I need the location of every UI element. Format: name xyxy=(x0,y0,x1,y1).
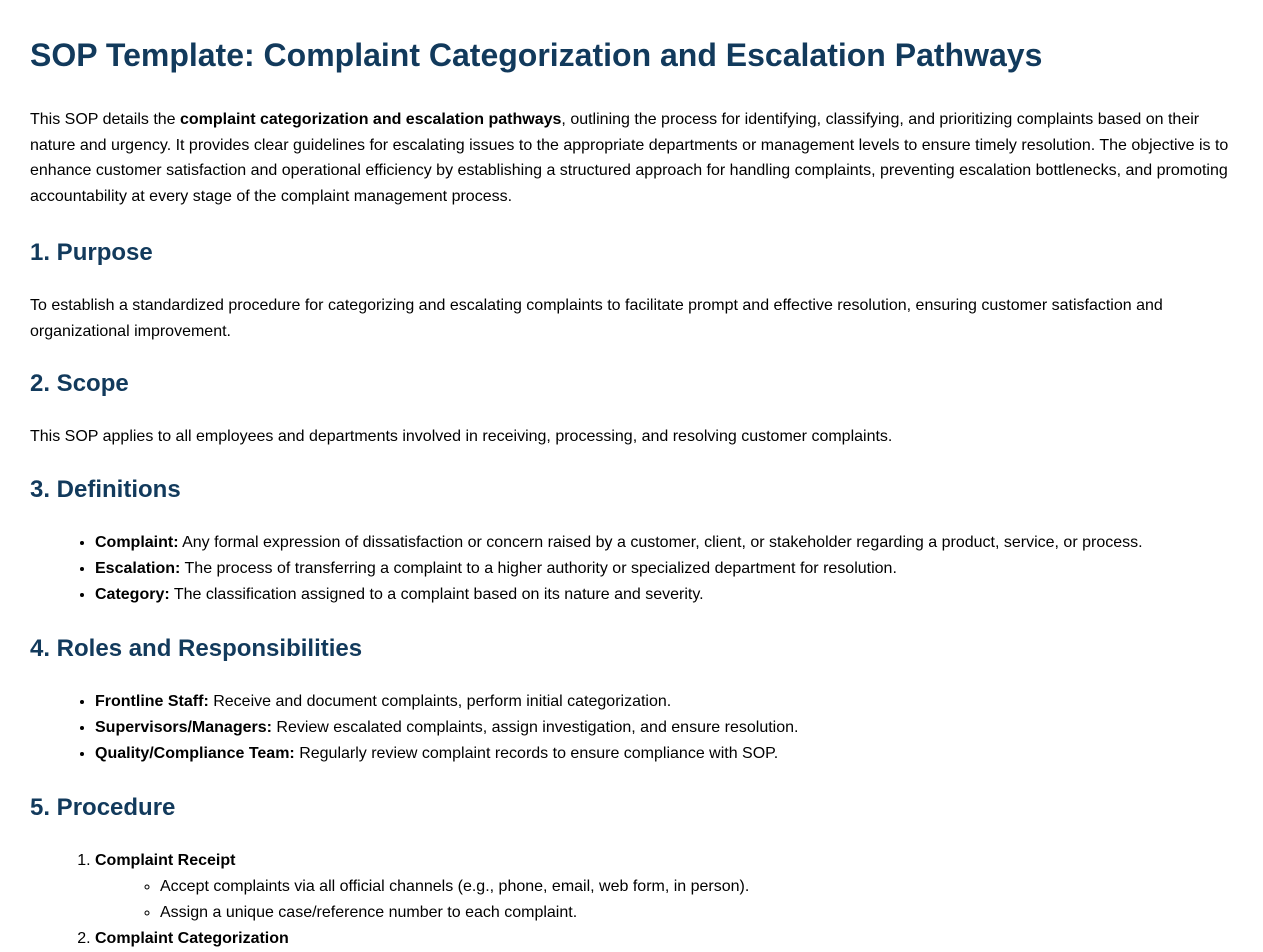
procedure-step-receipt xyxy=(95,848,1233,926)
intro-text-bold: complaint categorization and escalation pathways xyxy=(180,111,562,128)
procedure-step-title: Complaint Receipt xyxy=(95,851,236,869)
definition-item-complaint xyxy=(95,530,1233,556)
procedure-step-categorization xyxy=(95,926,1233,952)
section-heading-purpose: 1. Purpose xyxy=(30,239,153,266)
definition-item-escalation xyxy=(95,556,1233,582)
definition-term: Escalation: xyxy=(95,559,181,577)
intro-text-before: This SOP details the xyxy=(30,111,180,128)
definition-desc: The process of transferring a complaint to a higher authority or specialized department for resolution. xyxy=(180,559,897,577)
definition-term: Category: xyxy=(95,585,170,603)
role-term: Frontline Staff: xyxy=(95,692,209,710)
procedure-substep: ◦ Assign a unique case/reference number to each complaint. xyxy=(160,900,1233,926)
role-term: Quality/Compliance Team: xyxy=(95,744,295,762)
definition-term: Complaint: xyxy=(95,533,179,551)
definition-desc: The classification assigned to a complaint based on its nature and severity. xyxy=(169,585,704,603)
intro-paragraph xyxy=(30,107,1233,209)
role-item-supervisors xyxy=(95,715,1233,741)
roles-list xyxy=(30,689,1233,767)
intro-text-after: , outlining the process for identifying, classifying, and prioritizing complaints based on their nature and urgency. It provides clear guidelines for escalating issues to the appropriate departments or management levels to ensure timely resolution. The objective is to enhance customer satisfaction and operational efficiency by establishing a structured approach for handling complaints, preventing escalation bottlenecks, and promoting accountability at every stage of the complaint management process. xyxy=(30,111,1229,205)
page-title: SOP Template: Complaint Categorization and Escalation Pathways xyxy=(30,37,1043,73)
role-term: Supervisors/Managers: xyxy=(95,718,272,736)
procedure-substep: ◦ Accept complaints via all official channels (e.g., phone, email, web form, in person). xyxy=(160,874,1233,900)
procedure-step-title: Complaint Categorization xyxy=(95,929,289,947)
role-desc: Regularly review complaint records to ensure compliance with SOP. xyxy=(294,744,779,762)
section-heading-roles: 4. Roles and Responsibilities xyxy=(30,634,363,662)
role-desc: Receive and document complaints, perform initial categorization. xyxy=(208,692,672,710)
section-heading-procedure: 5. Procedure xyxy=(30,793,176,821)
procedure-substeps xyxy=(95,874,1233,926)
role-item-frontline xyxy=(95,689,1233,715)
definition-desc: Any formal expression of dissatisfaction or concern raised by a customer, client, or stakeholder regarding a product, service, or process. xyxy=(178,533,1143,551)
definitions-list xyxy=(30,530,1233,608)
procedure-steps xyxy=(30,848,1233,952)
section-heading-scope: 2. Scope xyxy=(30,370,129,397)
definition-item-category xyxy=(95,582,1233,608)
scope-paragraph: This SOP applies to all employees and departments involved in receiving, processing, and resolving customer complaints. xyxy=(30,428,893,445)
purpose-paragraph: To establish a standardized procedure for categorizing and escalating complaints to facilitate prompt and effective resolution, ensuring customer satisfaction and organizational improvement. xyxy=(30,297,1163,340)
role-desc: Review escalated complaints, assign investigation, and ensure resolution. xyxy=(271,718,799,736)
role-item-quality xyxy=(95,741,1233,767)
section-heading-definitions: 3. Definitions xyxy=(30,475,181,503)
